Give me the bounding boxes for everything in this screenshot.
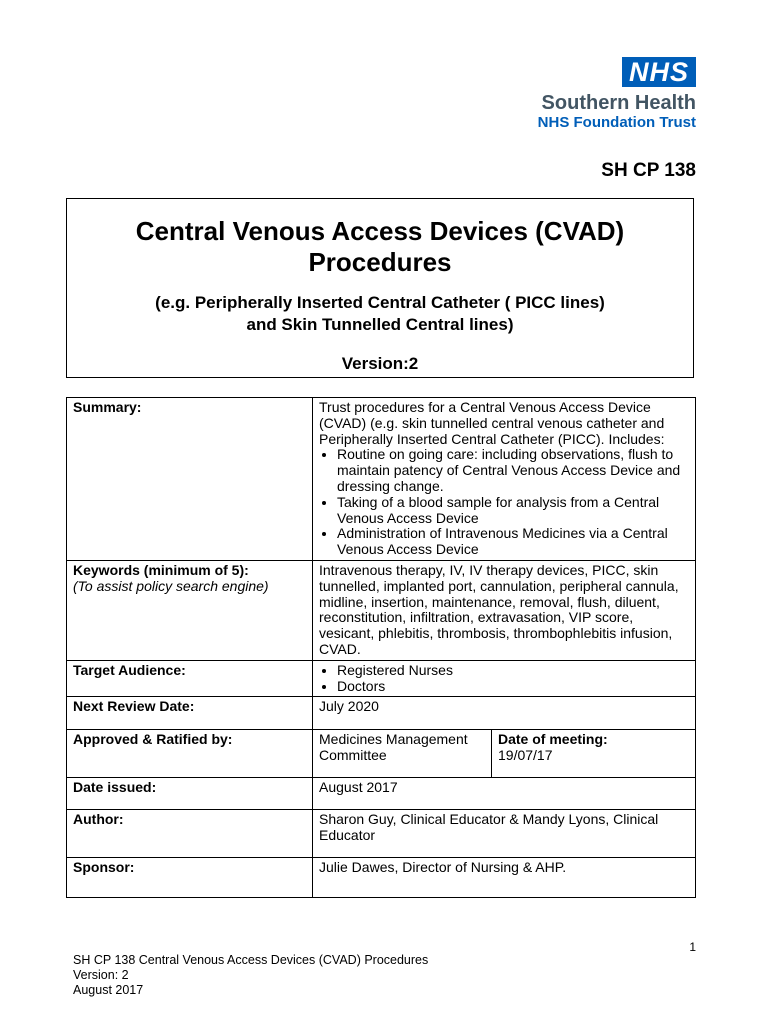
keywords-label-cell	[67, 560, 313, 660]
page-number: 1	[689, 940, 696, 954]
document-title	[67, 216, 693, 278]
author-label: Author:	[67, 810, 313, 858]
subtitle-line-2: and Skin Tunnelled Central lines)	[246, 315, 514, 334]
list-item: • Routine on going care: including observations, flush to maintain patency of Central Venous Access Device and dressing change.	[337, 447, 689, 494]
table-row-audience	[67, 660, 696, 697]
keywords-label: Keywords (minimum of 5):	[73, 561, 249, 578]
table-row-review	[67, 697, 696, 730]
audience-cell	[313, 660, 696, 697]
list-item: • Doctors	[337, 679, 689, 695]
document-version: Version:2	[341, 354, 419, 373]
title-line-1: Central Venous Access Devices (CVAD)	[135, 216, 625, 246]
footer-line-3: August 2017	[73, 983, 144, 997]
subtitle-line-1: (e.g. Peripherally Inserted Central Catheter ( PICC lines)	[155, 293, 605, 312]
issued-value: August 2017	[313, 778, 696, 810]
author-value: Sharon Guy, Clinical Educator & Mandy Lyons, Clinical Educator	[313, 810, 696, 858]
review-value: July 2020	[313, 697, 696, 730]
document-reference: SH CP 138	[601, 160, 696, 181]
table-row-issued	[67, 778, 696, 810]
meeting-value: 19/07/17	[498, 747, 553, 764]
title-box	[66, 198, 694, 378]
issued-label: Date issued:	[67, 778, 313, 810]
approved-label: Approved & Ratified by:	[67, 730, 313, 778]
org-name: Southern Health	[541, 92, 696, 114]
nhs-logo	[538, 57, 696, 132]
document-info-table	[66, 397, 696, 898]
org-subtitle: NHS Foundation Trust	[537, 114, 696, 131]
table-row-approved	[67, 730, 696, 778]
table-row-summary	[67, 398, 696, 561]
keywords-value: Intravenous therapy, IV, IV therapy devices, PICC, skin tunnelled, implanted port, cannulation, peripheral cannula, midline, insertion, maintenance, removal, flush, diluent, reconstitution, infiltration, extravasation, VIP score, vesicant, phlebitis, thrombosis, thrombophlebitis infusion, CVAD.	[313, 560, 696, 660]
meeting-label: Date of meeting:	[498, 731, 608, 748]
footer-line-2: Version: 2	[73, 968, 129, 982]
review-label: Next Review Date:	[67, 697, 313, 730]
table-row-author	[67, 810, 696, 858]
summary-text: Trust procedures for a Central Venous Access Device (CVAD) (e.g. skin tunnelled central venous catheter and Peripherally Inserted Central Catheter (PICC). Includes:	[319, 399, 665, 447]
list-item: • Taking of a blood sample for analysis from a Central Venous Access Device	[337, 495, 689, 527]
list-item: • Administration of Intravenous Medicines via a Central Venous Access Device	[337, 526, 689, 558]
summary-list	[319, 447, 689, 558]
meeting-cell	[492, 730, 696, 778]
document-subtitle	[67, 292, 693, 336]
nhs-badge: NHS	[622, 57, 696, 87]
audience-label: Target Audience:	[67, 660, 313, 697]
table-row-sponsor	[67, 858, 696, 898]
footer-line-1: SH CP 138 Central Venous Access Devices (CVAD) Procedures	[73, 953, 429, 967]
approved-value: Medicines Management Committee	[313, 730, 492, 778]
list-item: • Registered Nurses	[337, 663, 689, 679]
sponsor-value: Julie Dawes, Director of Nursing & AHP.	[313, 858, 696, 898]
summary-cell	[313, 398, 696, 561]
audience-list	[319, 663, 689, 695]
title-line-2: Procedures	[308, 247, 452, 277]
keywords-note: (To assist policy search engine)	[73, 577, 269, 594]
footer	[73, 953, 428, 998]
table-row-keywords	[67, 560, 696, 660]
sponsor-label: Sponsor:	[67, 858, 313, 898]
summary-label: Summary:	[67, 398, 313, 561]
